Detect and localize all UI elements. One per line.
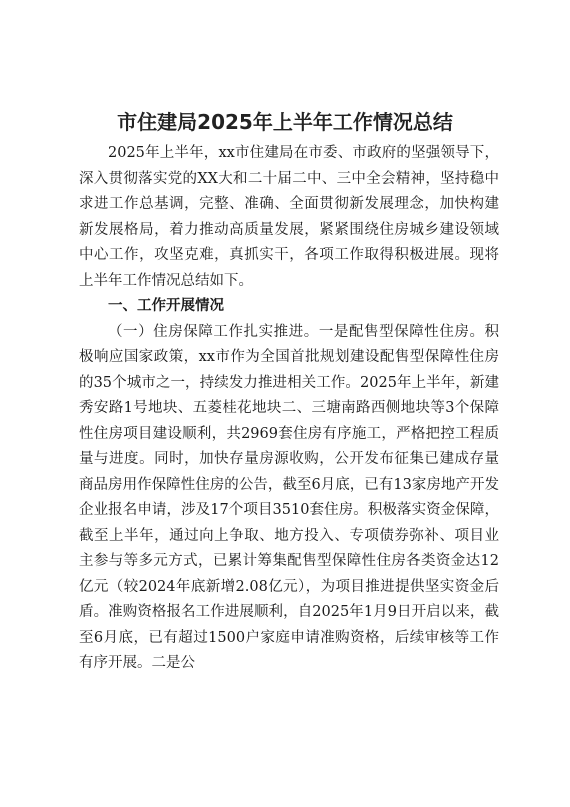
section-heading: 一、工作开展情况 bbox=[108, 298, 224, 314]
section-paragraph: （一）住房保障工作扎实推进。一是配售型保障性住房。积极响应国家政策，xx市作为全国首批规划建设配售型保障性住房的35个城市之一，持续发力推进相关工作。2025年上半年，新建秀安路1号地块、五菱桂花地块二、三塘南路西侧地块等3个保障性住房项目建设顺利，共2969套住房有序施工，严格把控工程质量与进度。同时，加快存量房源收购，公开发布征集已建成存量商品房用作保障性住房的公告，截至6月底，已有13家房地产开发企业报名申请，涉及17个项目3510套住房。积极落实资金保障，截至上半年，通过向上争取、地方投入、专项债券弥补、项目业主参与等多元方式，已累计筹集配售型保障性住房各类资金达12亿元（较2024年底新增2.08亿元），为项目推进提供坚实资金后盾。准购资格报名工作进展顺利，自2025年1月9日开启以来，截至6月底，已有超过1500户家庭申请准购资格，后续审核等工作有序开展。二是公 bbox=[79, 323, 499, 671]
document-title: 市住建局2025年上半年工作情况总结 bbox=[117, 110, 453, 134]
intro-paragraph: 2025年上半年，xx市住建局在市委、市政府的坚强领导下，深入贯彻落实党的XX大和二十届二中、三中全会精神，坚持稳中求进工作总基调，完整、准确、全面贯彻新发展理念，加快构建新发展格局，着力推动高质量发展，紧紧围绕住房城乡建设领域中心工作，攻坚克难，真抓实干，各项工作取得积极进展。现将上半年工作情况总结如下。 bbox=[79, 145, 499, 289]
document-body bbox=[79, 141, 499, 677]
